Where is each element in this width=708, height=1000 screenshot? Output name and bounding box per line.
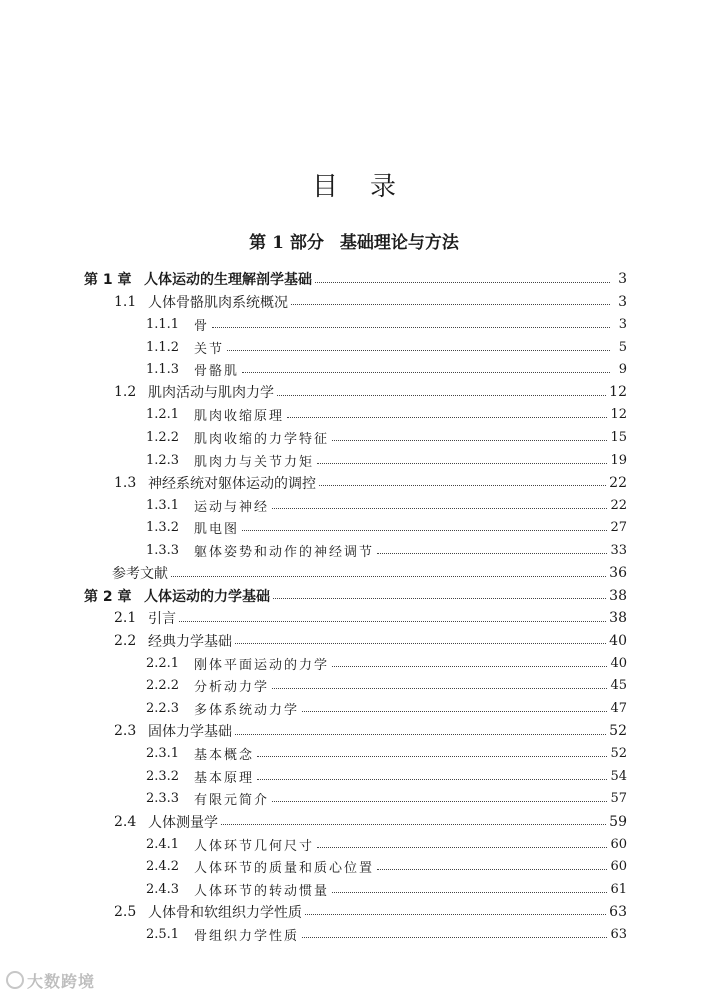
toc-entry-number: 2.5.1 [146, 927, 180, 943]
toc-entry-label: 肌肉收缩原理 [194, 409, 285, 425]
toc-page-number: 63 [609, 903, 627, 920]
toc-page-number: 60 [610, 836, 627, 852]
toc-subsection-entry[interactable] [84, 923, 627, 946]
toc-dot-leader [273, 598, 606, 599]
toc-subsection-entry[interactable] [84, 404, 627, 427]
toc-section-entry[interactable] [84, 381, 627, 404]
toc-entry-number: 1.2.1 [146, 407, 180, 423]
toc-entry-label: 经典力学基础 [148, 633, 232, 650]
toc-entry-label: 基本概念 [194, 748, 255, 764]
toc-entry-number: 2.5 [114, 903, 137, 920]
toc-subsection-entry[interactable] [84, 697, 627, 720]
toc-entry-label: 人体环节的转动惯量 [194, 883, 330, 899]
toc-dot-leader [235, 734, 606, 735]
toc-entry-label: 分析动力学 [194, 680, 270, 696]
toc-entry-label: 固体力学基础 [148, 724, 232, 741]
toc-page-number: 47 [610, 701, 627, 717]
toc-entry-label: 神经系统对躯体运动的调控 [148, 475, 316, 492]
toc-dot-leader [332, 666, 607, 667]
toc-subsection-entry[interactable] [84, 336, 627, 359]
toc-section-entry[interactable] [84, 901, 627, 924]
toc-entry-label: 人体运动的生理解剖学基础 [144, 272, 312, 289]
toc-entry-number: 2.3 [114, 723, 137, 740]
toc-dot-leader [291, 304, 610, 305]
toc-entry-label: 肌肉收缩的力学特征 [194, 431, 330, 447]
toc-chapter-entry[interactable] [84, 268, 627, 291]
toc-subsection-entry[interactable] [84, 449, 627, 472]
toc-subsection-entry[interactable] [84, 833, 627, 856]
toc-subsection-entry[interactable] [84, 765, 627, 788]
toc-dot-leader [377, 869, 607, 870]
toc-entry-number: 2.2.2 [146, 678, 180, 694]
toc-entry-label: 骨组织力学性质 [194, 929, 300, 945]
toc-page-number: 3 [618, 316, 627, 332]
toc-subsection-entry[interactable] [84, 878, 627, 901]
toc-entry-label: 人体测量学 [148, 814, 218, 831]
toc-subsection-entry[interactable] [84, 517, 627, 540]
toc-entry-label: 肌肉力与关节力矩 [194, 454, 315, 470]
toc-entry-label: 骨 [194, 318, 210, 334]
toc-entry-label: 人体环节几何尺寸 [194, 838, 315, 854]
toc-references-entry[interactable] [84, 562, 627, 585]
toc-entry-number: 2.2.1 [146, 655, 180, 671]
toc-page-number: 54 [610, 768, 627, 784]
toc-dot-leader [377, 553, 607, 554]
toc-page-number: 22 [609, 474, 627, 491]
toc-page-number: 52 [609, 723, 627, 740]
toc-page-number: 52 [610, 746, 627, 762]
toc-entry-label: 人体环节的质量和质心位置 [194, 861, 375, 877]
toc-dot-leader [317, 847, 607, 848]
toc-entry-number: 1.2.3 [146, 452, 180, 468]
toc-section-entry[interactable] [84, 720, 627, 743]
toc-entry-label: 人体骨和软组织力学性质 [148, 904, 302, 921]
toc-subsection-entry[interactable] [84, 675, 627, 698]
toc-subsection-entry[interactable] [84, 855, 627, 878]
toc-entry-number: 2.4.2 [146, 859, 180, 875]
toc-entry-number: 1.2 [114, 384, 137, 401]
toc-entry-label: 刚体平面运动的力学 [194, 657, 330, 673]
toc-section-entry[interactable] [84, 630, 627, 653]
watermark [6, 969, 95, 992]
toc-dot-leader [171, 576, 606, 577]
toc-section-entry[interactable] [84, 810, 627, 833]
toc-entry-label: 关节 [194, 341, 225, 357]
toc-entry-number: 第 2 章 [84, 588, 132, 605]
toc-page-number: 12 [610, 407, 627, 423]
part-title: 基础理论与方法 [339, 233, 459, 253]
toc-entry-label: 有限元简介 [194, 793, 270, 809]
toc-entry-label: 运动与神经 [194, 499, 270, 515]
toc-page-number: 59 [609, 813, 627, 830]
page-title: 目录 [311, 172, 428, 202]
toc-dot-leader [332, 892, 607, 893]
toc-dot-leader [302, 711, 607, 712]
toc-page-number: 57 [610, 791, 627, 807]
toc-page-number: 40 [610, 655, 627, 671]
toc-subsection-entry[interactable] [84, 358, 627, 381]
toc-entry-number: 2.3.2 [146, 768, 180, 784]
toc-page-number: 60 [610, 859, 627, 875]
toc-dot-leader [302, 937, 607, 938]
toc-dot-leader [272, 688, 607, 689]
toc-dot-leader [179, 621, 606, 622]
toc-entry-number: 1.3.1 [146, 497, 180, 513]
toc-page-number: 36 [609, 565, 627, 582]
toc-dot-leader [287, 417, 607, 418]
toc-dot-leader [242, 372, 610, 373]
toc-page-number: 27 [610, 520, 627, 536]
toc-section-entry[interactable] [84, 471, 627, 494]
toc-entry-number: 2.4.3 [146, 881, 180, 897]
toc-entry-number: 2.4.1 [146, 836, 180, 852]
toc-entry-label: 肌电图 [194, 522, 240, 538]
toc-subsection-entry[interactable] [84, 788, 627, 811]
toc-entry-number: 2.1 [114, 610, 137, 627]
toc-entry-number: 2.3.3 [146, 791, 180, 807]
toc-page-number: 3 [618, 293, 627, 310]
toc-section-entry[interactable] [84, 291, 627, 314]
toc-subsection-entry[interactable] [84, 426, 627, 449]
toc-entry-number: 1.1.2 [146, 339, 180, 355]
toc-dot-leader [319, 485, 606, 486]
toc-dot-leader [257, 779, 607, 780]
toc-entry-label: 人体骨骼肌肉系统概况 [148, 294, 288, 311]
toc-entry-label: 肌肉活动与肌肉力学 [148, 385, 274, 402]
toc-entry-label: 引言 [148, 611, 176, 628]
toc-subsection-entry[interactable] [84, 539, 627, 562]
toc-entry-number: 1.1 [114, 293, 137, 310]
toc-dot-leader [305, 914, 606, 915]
toc-page-number: 61 [610, 881, 627, 897]
toc-chapter-entry[interactable] [84, 584, 627, 607]
toc-entry-label: 参考文献 [112, 566, 168, 583]
toc-dot-leader [221, 824, 606, 825]
toc-entry-number: 2.2 [114, 632, 137, 649]
toc-subsection-entry[interactable] [84, 313, 627, 336]
part-heading [0, 228, 708, 253]
toc-entry-number: 1.3.3 [146, 542, 180, 558]
toc-entry-number: 1.1.1 [146, 316, 180, 332]
toc-dot-leader [317, 463, 607, 464]
toc-entry-number: 1.3 [114, 474, 137, 491]
toc-entry-number: 2.3.1 [146, 746, 180, 762]
toc-subsection-entry[interactable] [84, 742, 627, 765]
toc-dot-leader [227, 350, 610, 351]
toc-page-number: 63 [610, 927, 627, 943]
watermark-text: 大数跨境 [27, 972, 96, 991]
toc-subsection-entry[interactable] [84, 494, 627, 517]
toc-dot-leader [212, 327, 610, 328]
toc-page-number: 40 [609, 632, 627, 649]
part-number: 第 1 部分 [249, 233, 324, 253]
toc-page-number: 12 [609, 384, 627, 401]
toc-page-number: 3 [618, 271, 627, 288]
toc-entry-number: 2.4 [114, 813, 137, 830]
toc-dot-leader [315, 282, 610, 283]
toc-entry-number: 2.2.3 [146, 701, 180, 717]
toc-dot-leader [257, 756, 607, 757]
toc-entry-label: 人体运动的力学基础 [144, 588, 270, 605]
table-of-contents [84, 268, 627, 946]
toc-page-number: 5 [618, 339, 627, 355]
toc-section-entry[interactable] [84, 607, 627, 630]
toc-entry-number: 第 1 章 [84, 272, 132, 289]
toc-entry-number: 1.3.2 [146, 520, 180, 536]
toc-entry-number: 1.2.2 [146, 429, 180, 445]
toc-page-number: 9 [618, 362, 627, 378]
watermark-logo-icon [6, 971, 24, 989]
toc-dot-leader [272, 801, 607, 802]
toc-subsection-entry[interactable] [84, 652, 627, 675]
toc-page-number: 33 [610, 542, 627, 558]
toc-page-number: 38 [609, 587, 627, 604]
toc-dot-leader [242, 530, 607, 531]
toc-dot-leader [272, 508, 607, 509]
toc-page-number: 22 [610, 497, 627, 513]
toc-entry-label: 基本原理 [194, 770, 255, 786]
toc-page-number: 38 [609, 610, 627, 627]
toc-page-number: 45 [610, 678, 627, 694]
toc-entry-label: 多体系统动力学 [194, 703, 300, 719]
toc-dot-leader [332, 440, 607, 441]
toc-entry-label: 躯体姿势和动作的神经调节 [194, 544, 375, 560]
toc-entry-number: 1.1.3 [146, 362, 180, 378]
toc-dot-leader [235, 643, 606, 644]
toc-page-number: 19 [610, 452, 627, 468]
toc-page-number: 15 [610, 429, 627, 445]
toc-entry-label: 骨骼肌 [194, 364, 240, 380]
toc-dot-leader [277, 395, 606, 396]
